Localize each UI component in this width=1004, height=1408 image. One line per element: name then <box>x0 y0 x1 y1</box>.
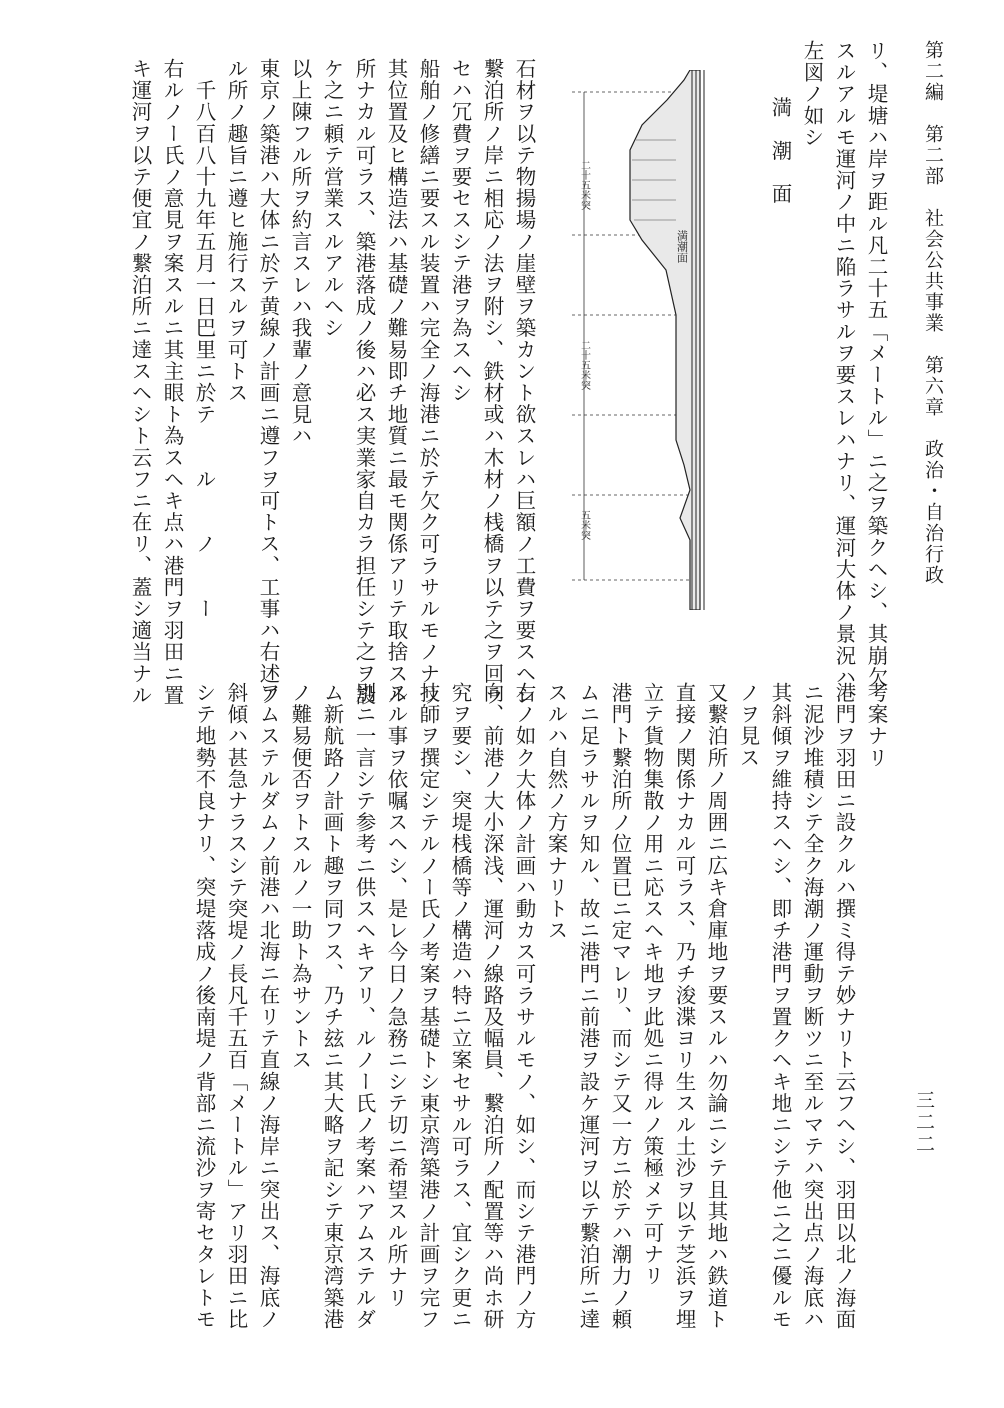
canal-cross-section-figure <box>572 70 722 610</box>
text-column: スル事ヲ依嘱スヘシ、是レ今日ノ急務ニシテ切ニ希望スル所ナリ <box>384 682 408 1309</box>
text-column: 又繋泊所ノ周囲ニ広キ倉庫地ヲ要スルハ勿論ニシテ且其地ハ鉄道ト <box>704 682 728 1330</box>
figure-dimension-upper: 二十五米突 <box>578 160 590 210</box>
text-column: 左図ノ如シ <box>800 40 824 148</box>
text-column: 港門ト繋泊所ノ位置已ニ定マレリ、而シテ又一方ニ於テハ潮力ノ頼 <box>608 682 632 1330</box>
text-column: ノ難易便否ヲトスルノ一助ト為サントス <box>288 682 312 1071</box>
text-column: セハ冗費ヲ要セスシテ港ヲ為スヘシ <box>448 58 472 404</box>
text-column: ムニ足ラサルヲ知ル、故ニ港門ニ前港ヲ設ケ運河ヲ以テ繋泊所ニ達 <box>576 682 600 1330</box>
text-column: 其斜傾ヲ維持スヘシ、即チ港門ヲ置クヘキ地ニシテ他ニ之ニ優ルモ <box>768 682 792 1330</box>
text-column: 以上陳フル所ヲ約言スレハ我輩ノ意見ハ <box>288 58 312 447</box>
text-column: 右ノ如ク大体ノ計画ハ動カス可ラサルモノ、如シ、而シテ港門ノ方 <box>512 682 536 1330</box>
text-column: 斜傾ハ甚急ナラスシテ突堤ノ長凡千五百「メートル」アリ羽田ニ比 <box>224 682 248 1330</box>
text-column: キ運河ヲ以テ便宜ノ繋泊所ニ達スヘシト云フニ在リ、蓋シ適当ナル <box>128 58 152 706</box>
text-column: 別ニ一言シテ参考ニ供スヘキアリ、ルノー氏ノ考案ハアムステルダ <box>352 682 376 1330</box>
text-column: ム新航路ノ計画ト趣ヲ同フス、乃チ玆ニ其大略ヲ記シテ東京湾築港 <box>320 682 344 1330</box>
text-column: リ、堤塘ハ岸ヲ距ル凡二十五「メートル」ニ之ヲ築クヘシ、其崩欠 <box>864 40 888 688</box>
text-column: ル所ノ趣旨ニ遵ヒ施行スルヲ可トス <box>224 58 248 404</box>
text-column: 所ナカル可ラス、築港落成ノ後ハ必ス実業家自カラ担任シテ之ヲ設 <box>352 58 376 706</box>
text-column: スルハ自然ノ方案ナリトス <box>544 682 568 942</box>
text-column: 立テ貨物集散ノ用ニ応スヘキ地ヲ此処ニ得ルノ策極メテ可ナリ <box>640 682 664 1287</box>
figure-label-high-tide: 満潮面 <box>675 230 689 263</box>
text-column: 船舶ノ修繕ニ要スル装置ハ完全ノ海港ニ於テ欠ク可ラサルモノナリ <box>416 58 440 706</box>
text-column: 直接ノ関係ナカル可ラス、乃チ浚渫ヨリ生スル土沙ヲ以テ芝浜ヲ埋 <box>672 682 696 1330</box>
text-column: 考案ナリ <box>864 682 888 769</box>
text-column: 東京ノ築港ハ大体ニ於テ黄線ノ計画ニ遵フヲ可トス、工事ハ右述フ <box>256 58 280 706</box>
text-column: ケ之ニ頼テ営業スルアルヘシ <box>320 58 344 339</box>
text-column: 港門ヲ羽田ニ設クルハ撰ミ得テ妙ナリト云フヘシ、羽田以北ノ海面 <box>832 682 856 1330</box>
text-column: 繋泊所ノ岸ニ相応ノ法ヲ附シ、鉄材或ハ木材ノ桟橋ヲ以テ之ヲ回ラ <box>480 58 504 706</box>
text-column: 満 潮 面 <box>768 75 792 205</box>
figure-dimension-lower: 五米突 <box>578 510 590 540</box>
text-column: 向、前港ノ大小深浅、運河ノ線路及幅員、繋泊所ノ配置等ハ尚ホ研 <box>480 682 504 1330</box>
text-column: シテ地勢不良ナリ、突堤落成ノ後南堤ノ背部ニ流沙ヲ寄セタレトモ <box>192 682 216 1330</box>
text-column: 右ルノー氏ノ意見ヲ案スルニ其主眼ト為スヘキ点ハ港門ヲ羽田ニ置 <box>160 58 184 706</box>
text-column: ニ泥沙堆積シテ全ク海潮ノ運動ヲ断ツニ至ルマテハ突出点ノ海底ハ <box>800 682 824 1330</box>
running-head: 第二編 第二部 社会公共事業 第六章 政治・自治行政 <box>922 40 944 586</box>
text-column: 究ヲ要シ、突堤桟橋等ノ構造ハ特ニ立案セサル可ラス、宜シク更ニ <box>448 682 472 1330</box>
text-column: 千八百八十九年五月一日巴里ニ於テ ル ノ ー <box>192 58 216 620</box>
text-column: スルアルモ運河ノ中ニ陥ラサルヲ要スレハナリ、運河大体ノ景況ハ <box>832 40 856 688</box>
page-number: 三二二 <box>913 1090 935 1156</box>
figure-dimension-middle: 二十五米突 <box>578 340 590 390</box>
text-column: 石材ヲ以テ物揚場ノ崖壁ヲ築カント欲スレハ巨額ノ工費ヲ要スヘシ <box>512 58 536 706</box>
text-column: 技師ヲ撰定シテルノー氏ノ考案ヲ基礎トシ東京湾築港ノ計画ヲ完フ <box>416 682 440 1330</box>
text-column: 其位置及ヒ構造法ハ基礎ノ難易即チ地質ニ最モ関係アリテ取捨スル <box>384 58 408 706</box>
text-column: アムステルダムノ前港ハ北海ニ在リテ直線ノ海岸ニ突出ス、海底ノ <box>256 682 280 1330</box>
text-column: ノヲ見ス <box>736 682 760 769</box>
